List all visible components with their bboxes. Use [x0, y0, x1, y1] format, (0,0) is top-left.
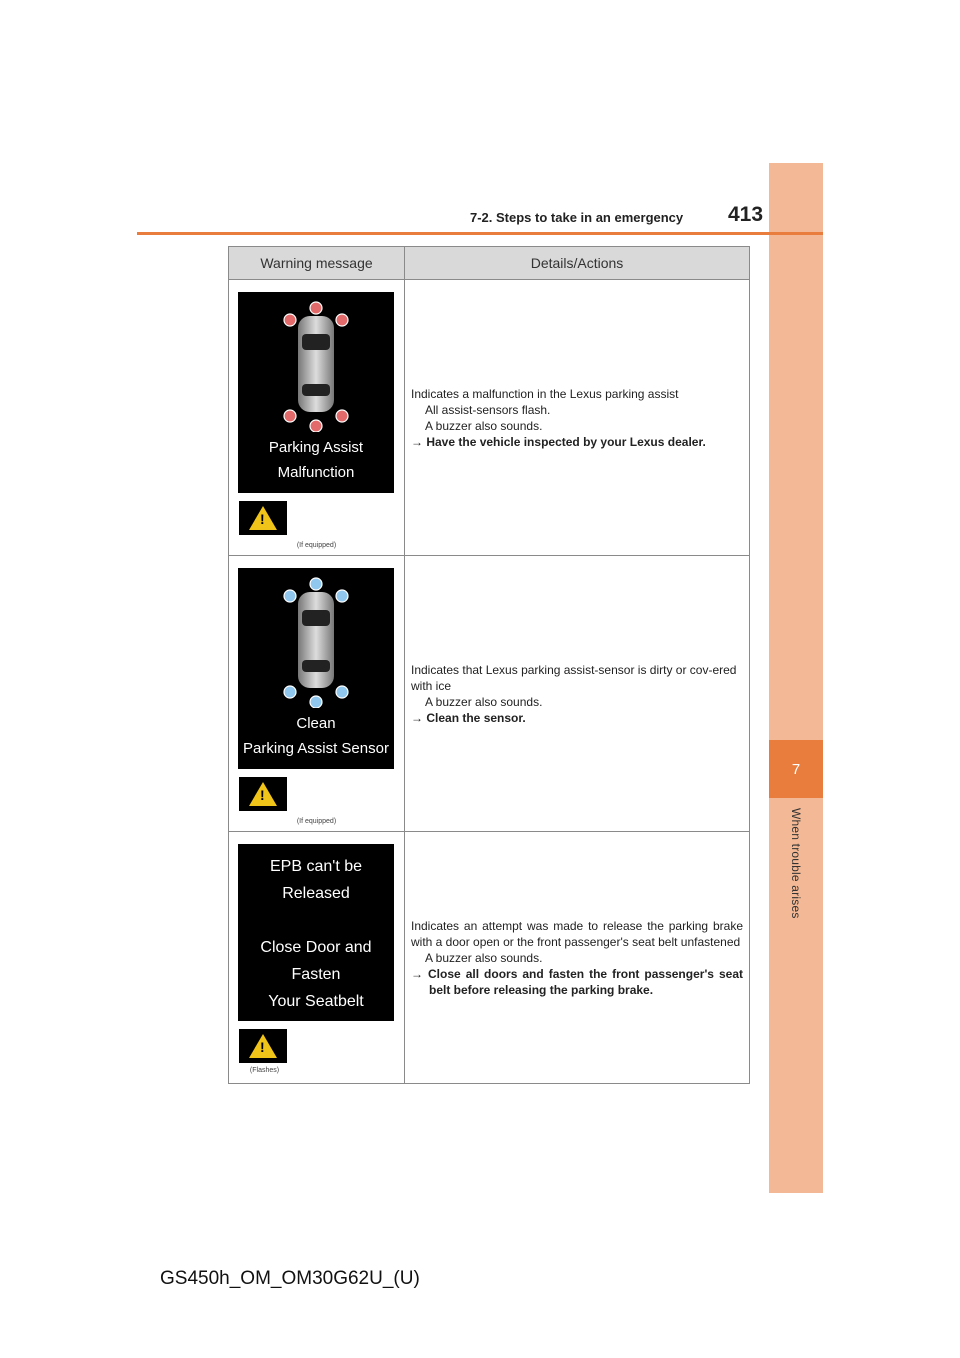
epb-cant-be-released-screen	[238, 844, 394, 1021]
table-header-row	[229, 247, 750, 280]
screen-line: Close Door and	[260, 939, 372, 956]
car-sensor-icon	[238, 568, 394, 708]
warning-image-cell	[229, 280, 405, 556]
description: Indicates that Lexus parking assist-sensor is dirty or cov-ered with ice	[411, 662, 737, 693]
description: Indicates a malfunction in the Lexus parking assist	[411, 386, 679, 401]
parking-assist-malfunction-screen	[238, 292, 394, 493]
details-cell	[405, 280, 750, 556]
action-text: → Have the vehicle inspected by your Lexus dealer.	[411, 434, 706, 449]
table-row	[229, 832, 750, 1084]
details-cell	[405, 832, 750, 1084]
sub-detail: A buzzer also sounds.	[425, 950, 543, 965]
car-sensor-icon	[238, 292, 394, 432]
screen-line: Your Seatbelt	[268, 993, 364, 1010]
table-row	[229, 556, 750, 832]
col-warning-header: Warning message	[229, 247, 405, 280]
sub-detail: A buzzer also sounds.	[425, 418, 543, 433]
warning-table	[228, 246, 750, 1084]
col-details-header: Details/Actions	[405, 247, 750, 280]
screen-line: EPB can't be	[270, 858, 362, 875]
screen-line: Parking Assist Sensor	[243, 740, 389, 757]
screen-line: Malfunction	[277, 464, 355, 481]
screen-line: Parking Assist	[268, 439, 364, 456]
warning-triangle-icon: !	[249, 506, 277, 530]
screen-line: Clean	[296, 715, 336, 732]
chapter-number: 7	[769, 740, 823, 798]
sub-detail: All assist-sensors flash.	[425, 402, 551, 417]
side-strip	[769, 163, 823, 1193]
screen-line: Fasten	[291, 966, 341, 983]
action-text: → Close all doors and fasten the front passenger's seat belt before releasing the parking brake.	[411, 966, 743, 997]
warning-indicator	[239, 501, 287, 535]
screen-line: Released	[282, 885, 350, 902]
description: Indicates an attempt was made to release the parking brake with a door open or the front passenger's seat belt unfastened	[411, 918, 743, 949]
warning-triangle-icon: !	[249, 782, 277, 806]
table-row	[229, 280, 750, 556]
section-title: 7-2. Steps to take in an emergency	[470, 210, 684, 225]
sub-detail: A buzzer also sounds.	[425, 694, 543, 709]
warning-image-cell	[229, 832, 405, 1084]
chapter-title: When trouble arises	[789, 808, 803, 919]
details-cell	[405, 556, 750, 832]
header-rule	[137, 232, 823, 235]
warning-image-cell	[229, 556, 405, 832]
warning-triangle-icon: !	[249, 1034, 277, 1058]
equipment-note: (If equipped)	[296, 542, 337, 549]
equipment-note: (If equipped)	[296, 818, 337, 825]
clean-parking-assist-sensor-screen	[238, 568, 394, 769]
arrow-icon: →	[411, 966, 423, 981]
page-number: 413	[728, 203, 764, 226]
document-code: GS450h_OM_OM30G62U_(U)	[160, 1268, 420, 1289]
action-text: → Clean the sensor.	[411, 710, 526, 725]
warning-indicator	[239, 1029, 287, 1063]
flashes-note: (Flashes)	[249, 1067, 280, 1074]
arrow-icon: →	[411, 710, 423, 725]
arrow-icon: →	[411, 434, 423, 449]
warning-indicator	[239, 777, 287, 811]
